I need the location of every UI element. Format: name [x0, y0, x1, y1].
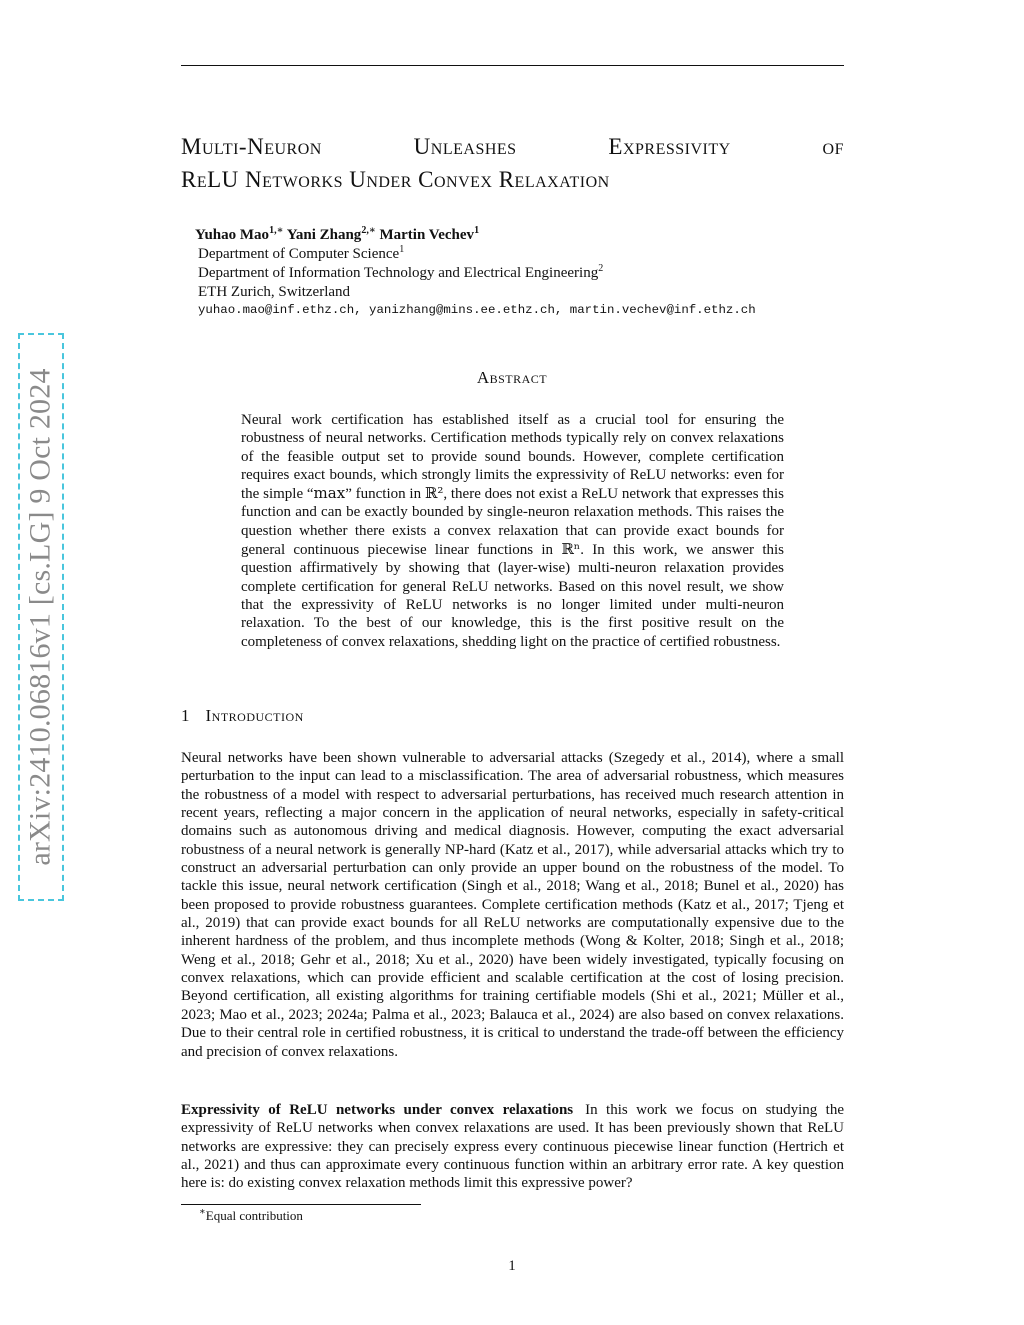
author-emails[interactable]: yuhao.mao@inf.ethz.ch, yanizhang@mins.ee.ethz.ch, martin.vechev@inf.ethz.ch: [198, 303, 756, 317]
title-word: Unleashes: [413, 134, 517, 159]
title-word: of: [822, 134, 844, 159]
arxiv-stamp-text: arXiv:2410.06816v1 [cs.LG] 9 Oct 2024: [24, 368, 58, 866]
affiliation-2: Department of Information Technology and Electrical Engineering$^2$: [198, 263, 604, 281]
author-mark: 2,∗: [361, 225, 376, 236]
math-max: max: [313, 484, 346, 503]
page-number: 1: [508, 1258, 516, 1274]
paragraph-heading: Expressivity of ReLU networks under convex relaxations: [181, 1102, 574, 1118]
author-names: [195, 226, 603, 245]
footnote: ∗Equal contribution: [199, 1206, 303, 1223]
intro-paragraph-1: Neural networks have been shown vulnerable to adversarial attacks (Szegedy et al., 2014), where a small perturbation to the input can lead to a misclassification. The area of adversarial robustness, which measures the robustness of a model with respect to adversarial perturbations, has received much research attention in recent years, reflecting a major concern in the application of neural networks, especially in safety-critical domains such as autonomous driving and medical diagnosis. However, computing the exact adversarial robustness of a neural network is generally NP-hard (Katz et al., 2017), while adversarial attacks which try to construct an adversarial perturbation can only provide an upper bound on the robustness of the model. To tackle this issue, neural network certification (Singh et al., 2018; Wang et al., 2018; Bunel et al., 2020) has been proposed to provide robustness guarantees. Complete certification methods (Katz et al., 2017; Tjeng et al., 2019) that can provide exact bounds for all ReLU networks are computationally expensive due to the inherent hardness of the problem, and thus incomplete methods (Wong & Kolter, 2018; Singh et al., 2018; Weng et al., 2018; Gehr et al., 2018; Xu et al., 2020) have been widely investigated, typically focusing on convex relaxations, which can provide efficient and scalable certification at the cost of losing precision. Beyond certification, all existing algorithms for training certifiable models (Shi et al., 2021; Müller et al., 2023; Mao et al., 2023; 2024a; Palma et al., 2023; Balauca et al., 2024) are also based on convex relaxations. Due to their central role in certified robustness, it is critical to understand the trade-off between the efficiency and precision of convex relaxations.: [181, 750, 844, 1060]
math-r2: ℝ²: [424, 484, 444, 503]
arxiv-stamp[interactable]: [18, 333, 64, 901]
header-rule: [181, 65, 844, 66]
abstract-text: Neural work certification has established itself as a crucial tool for ensuring the robustness of neural networks. Certification methods typically rely on convex relaxations of the feasible output set to provide sound bounds. However, complete certification requires exact bounds, which strongly limits the expressivity of ReLU networks: even for the simple “max” function in ℝ², there does not exist a ReLU network that expresses this function and can be exactly bounded by single-neuron relaxation methods. This raises the question whether there exists a convex relaxation that can provide exact bounds for general continuous piecewise linear functions in ℝⁿ. In this work, we answer this question affirmatively by showing that (layer-wise) multi-neuron relaxation provides complete certification for general ReLU networks. Based on this novel result, we show that the expressivity of ReLU networks is no longer limited under multi-neuron relaxation. To the best of our knowledge, this is the first positive result on the completeness of convex relaxations, shedding light on the practice of certified robustness.: [241, 412, 784, 650]
author-block: [195, 226, 603, 302]
affiliation-1: Department of Computer Science$^1$: [198, 244, 405, 262]
intro-paragraph-2: Expressivity of ReLU networks under convex relaxations In this work we focus on studying the expressivity of ReLU networks when convex relaxations are used. It has been previously shown that ReLU networks are expressive: they can precisely express every continuous piecewise linear function (Hertrich et al., 2021) and thus can approximate every continuous function within an arbitrary error rate. A key question here is: do existing convex relaxation methods limit this expressive power?: [181, 1102, 844, 1192]
author-name: Martin Vechev: [379, 227, 475, 243]
math-rn: ℝⁿ: [561, 540, 581, 559]
section-heading-introduction: 1 Introduction: [181, 706, 304, 725]
title-word: Multi-Neuron: [181, 134, 322, 159]
footnote-rule: [181, 1204, 421, 1205]
author-mark: 1,∗: [269, 225, 284, 236]
paper-title: [181, 130, 844, 196]
title-word: Expressivity: [608, 134, 731, 159]
author-name: Yuhao Mao: [195, 227, 270, 243]
author-mark: 1: [474, 225, 480, 236]
title-line-1: [181, 130, 844, 163]
author-name: Yani Zhang: [286, 227, 362, 243]
abstract-heading: Abstract: [476, 368, 548, 387]
title-line-2: ReLU Networks Under Convex Relaxation: [181, 167, 610, 192]
author-location: ETH Zurich, Switzerland: [198, 284, 351, 300]
